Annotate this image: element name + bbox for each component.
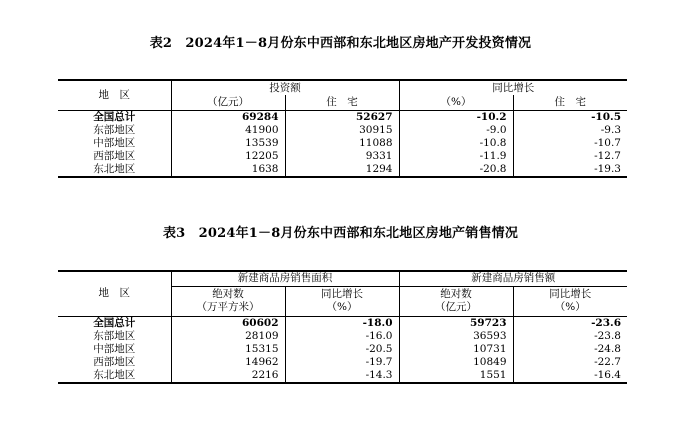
- sales-growth-unit: （%）: [554, 301, 586, 313]
- region-cell: 中部地区: [93, 342, 136, 355]
- table-row: [58, 110, 627, 124]
- table-row: [58, 150, 627, 163]
- growth-housing-header: 住 宅: [513, 95, 627, 110]
- area-growth-cell: -20.5: [285, 343, 399, 356]
- housing-cell: 52627: [285, 110, 399, 124]
- table2-title: 表2 2024年1－8月份东中西部和东北地区房地产开发投资情况: [149, 36, 532, 51]
- region-cell: 东部地区: [93, 123, 136, 136]
- area-cell: 28109: [171, 330, 285, 343]
- sales-growth-cell: -16.4: [513, 369, 627, 383]
- sales-group-header: 新建商品房销售额: [399, 271, 627, 286]
- region-cell: 东部地区: [93, 329, 136, 342]
- area-cell: 14962: [171, 356, 285, 369]
- area-group-header: 新建商品房销售面积: [171, 271, 399, 286]
- region-cell: 西部地区: [93, 149, 136, 162]
- sales-cell: 10731: [399, 343, 513, 356]
- sales-growth-cell: -23.8: [513, 330, 627, 343]
- region-cell: 全国总计: [93, 110, 136, 123]
- growth-cell: -10.8: [399, 137, 513, 150]
- area-growth-cell: -18.0: [285, 316, 399, 330]
- area-cell: 60602: [171, 316, 285, 330]
- housing-cell: 9331: [285, 150, 399, 163]
- growth-cell: -11.9: [399, 150, 513, 163]
- growth-unit: （%）: [399, 95, 513, 110]
- table-row: [58, 330, 627, 343]
- area-cell: 2216: [171, 369, 285, 383]
- sales-growth-header: [513, 286, 627, 316]
- area-growth-label: 同比增长: [321, 288, 363, 300]
- sales-absolute-label: 绝对数: [440, 288, 472, 300]
- sales-cell: 36593: [399, 330, 513, 343]
- sales-growth-cell: -24.8: [513, 343, 627, 356]
- housing-cell: 1294: [285, 163, 399, 177]
- table3-title: 表3 2024年1－8月份东中西部和东北地区房地产销售情况: [162, 226, 519, 241]
- region-header: 地 区: [58, 271, 171, 316]
- area-cell: 15315: [171, 343, 285, 356]
- sales-growth-label: 同比增长: [549, 288, 592, 300]
- area-growth-header: [285, 286, 399, 316]
- area-absolute-label: 绝对数: [212, 288, 244, 300]
- sales-growth-cell: -22.7: [513, 356, 627, 369]
- table-row: [58, 163, 627, 177]
- housing-cell: 30915: [285, 124, 399, 137]
- table-row: [58, 124, 627, 137]
- region-cell: 全国总计: [93, 316, 136, 329]
- table-row: [58, 316, 627, 330]
- growth-housing-cell: -9.3: [513, 124, 627, 137]
- investment-cell: 12205: [171, 150, 285, 163]
- region-cell: 东北地区: [58, 369, 171, 383]
- growth-housing-cell: -10.7: [513, 137, 627, 150]
- sales-unit-label: （亿元）: [435, 301, 477, 313]
- area-growth-cell: -16.0: [285, 330, 399, 343]
- growth-housing-cell: -19.3: [513, 163, 627, 177]
- investment-cell: 13539: [171, 137, 285, 150]
- growth-housing-cell: -10.5: [513, 110, 627, 124]
- investment-cell: 69284: [171, 110, 285, 124]
- housing-cell: 11088: [285, 137, 399, 150]
- growth-cell: -20.8: [399, 163, 513, 177]
- area-unit-label: （万平方米）: [196, 301, 260, 313]
- area-absolute-header: [171, 286, 285, 316]
- sales-growth-cell: -23.6: [513, 316, 627, 330]
- housing-header: 住 宅: [285, 95, 399, 110]
- table-row: [58, 137, 627, 150]
- investment-unit: （亿元）: [171, 95, 285, 110]
- area-growth-cell: -19.7: [285, 356, 399, 369]
- area-growth-cell: -14.3: [285, 369, 399, 383]
- investment-table: [58, 79, 627, 178]
- sales-cell: 1551: [399, 369, 513, 383]
- table-row: [58, 343, 627, 356]
- sales-absolute-header: [399, 286, 513, 316]
- investment-header: 投资额: [171, 80, 399, 95]
- investment-cell: 41900: [171, 124, 285, 137]
- region-cell: 西部地区: [93, 355, 136, 368]
- growth-housing-cell: -12.7: [513, 150, 627, 163]
- region-cell: 中部地区: [93, 136, 136, 149]
- sales-cell: 10849: [399, 356, 513, 369]
- sales-table: [58, 270, 627, 384]
- area-growth-unit: （%）: [326, 301, 358, 313]
- investment-cell: 1638: [171, 163, 285, 177]
- table-row: [58, 369, 627, 383]
- growth-cell: -9.0: [399, 124, 513, 137]
- sales-cell: 59723: [399, 316, 513, 330]
- region-cell: 东北地区: [58, 163, 171, 177]
- growth-header: 同比增长: [399, 80, 627, 95]
- table-row: [58, 356, 627, 369]
- region-header: 地 区: [58, 80, 171, 110]
- growth-cell: -10.2: [399, 110, 513, 124]
